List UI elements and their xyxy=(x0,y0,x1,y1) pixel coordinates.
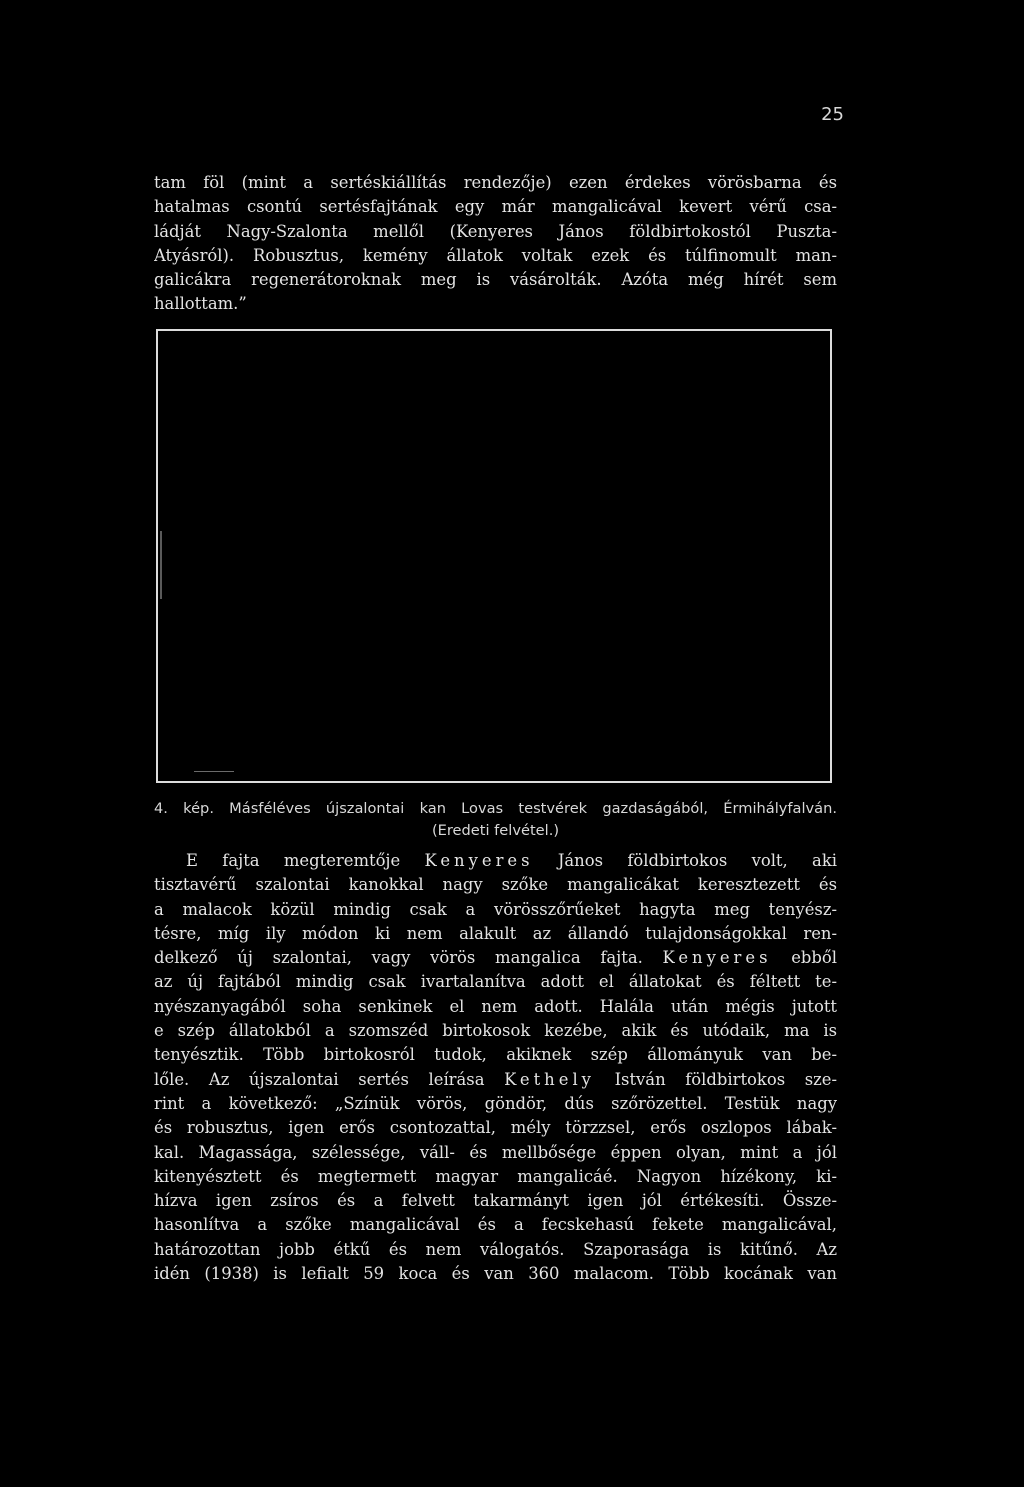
text-line: tésre, míg ily módon ki nem alakult az állandó tulajdonságokkal ren- xyxy=(154,923,837,943)
text-line: ládját Nagy-Szalonta mellől (Kenyeres János földbirtokostól Puszta- xyxy=(154,221,837,241)
text-line: az új fajtából mindig csak ivartalanítva adott el állatokat és féltett te- xyxy=(154,972,837,992)
body-paragraph xyxy=(154,849,837,1286)
person-name: Kethely xyxy=(504,1069,595,1089)
text-run: János földbirtokos volt, aki xyxy=(557,851,837,870)
figure-photo xyxy=(156,329,832,783)
text-line: határozottan jobb étkű és nem válogatós. Szaporasága is kitűnő. Az xyxy=(154,1239,837,1259)
text-line: kal. Magassága, szélessége, váll- és mellbősége éppen olyan, mint a jól xyxy=(154,1142,837,1162)
text-line: rint a következő: „Színük vörös, göndör, dús szőrözettel. Testük nagy xyxy=(154,1093,837,1113)
text-line: tisztavérű szalontai kanokkal nagy szőke mangalicákat keresztezett és xyxy=(154,875,837,895)
text-line: hízva igen zsíros és a felvett takarmányt igen jól értékesíti. Össze- xyxy=(154,1191,837,1211)
figure-caption-source: (Eredeti felvétel.) xyxy=(431,822,560,839)
page-number: 25 xyxy=(821,104,844,125)
person-name: Kenyeres xyxy=(662,948,772,968)
person-name: Kenyeres xyxy=(424,851,534,870)
text-line: tenyésztik. Több birtokosról tudok, akiknek szép állományuk van be- xyxy=(154,1045,837,1065)
text-line: galicákra regenerátoroknak meg is vásárolták. Azóta még hírét sem xyxy=(154,270,837,290)
text-run: E fajta megteremtője xyxy=(186,851,401,870)
text-run: lőle. Az újszalontai sertés leírása xyxy=(154,1069,485,1089)
figure-caption: 4. kép. Másféléves újszalontai kan Lovas testvérek gazdaságából, Érmihályfalván. xyxy=(154,800,837,817)
text-line xyxy=(154,946,837,970)
text-line: Atyásról). Robusztus, kemény állatok voltak ezek és túlfinomult man- xyxy=(154,245,837,265)
intro-paragraph xyxy=(154,171,837,317)
text-line xyxy=(154,849,837,873)
text-run: delkező új szalontai, vagy vörös mangalica fajta. xyxy=(154,948,643,968)
text-run: István földbirtokos sze- xyxy=(614,1069,837,1089)
text-line: e szép állatokból a szomszéd birtokosok kezébe, akik és utódaik, ma is xyxy=(154,1021,837,1041)
text-line: hallottam.” xyxy=(154,294,247,314)
text-line: a malacok közül mindig csak a vörösszőrűeket hagyta meg tenyész- xyxy=(154,899,837,919)
text-run: ebből xyxy=(791,948,837,968)
photo-scratch xyxy=(194,771,234,772)
text-line: tam föl (mint a sertéskiállítás rendezője) ezen érdekes vörösbarna és xyxy=(154,173,837,192)
text-line: hasonlítva a szőke mangalicával és a fecskehasú fekete mangalicával, xyxy=(154,1215,837,1235)
text-line: és robusztus, igen erős csontozattal, mély törzzsel, erős oszlopos lábak- xyxy=(154,1118,837,1138)
photo-scratch xyxy=(160,531,162,599)
text-line: idén (1938) is lefialt 59 koca és van 360 malacom. Több kocának van xyxy=(154,1264,837,1284)
text-line: hatalmas csontú sertésfajtának egy már mangalicával kevert vérű csa- xyxy=(154,197,837,217)
text-line xyxy=(154,1068,837,1092)
text-line: nyészanyagából soha senkinek el nem adott. Halála után mégis jutott xyxy=(154,996,837,1016)
text-line: kitenyésztett és megtermett magyar mangalicáé. Nagyon hízékony, ki- xyxy=(154,1166,837,1186)
